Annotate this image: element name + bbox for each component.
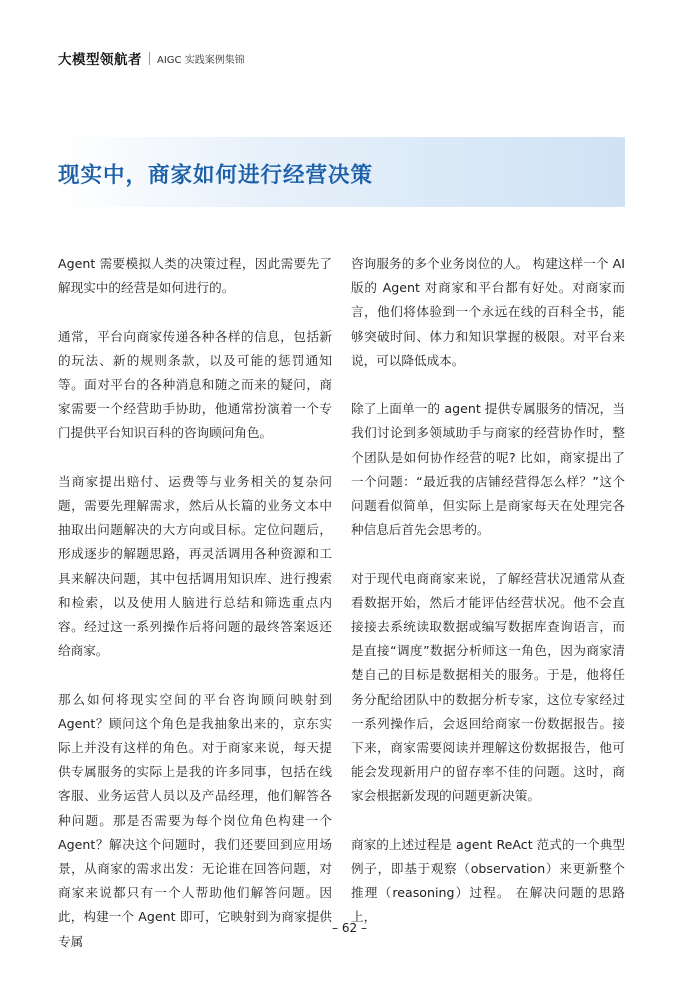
left-column — [58, 252, 332, 954]
paragraph: 当商家提出赔付、运费等与业务相关的复杂问题，需要先理解需求，然后从长篇的业务文本中抽取出问题解决的大方向或目标。定位问题后，形成逐步的解题思路，再灵活调用各种资源和工具来解决问题，其中包括调用知识库、进行搜索和检索，以及使用人脑进行总结和筛选重点内容。经过这一系列操作后将问题的最终答案返还给商家。 — [58, 473, 332, 659]
paragraph: 除了上面单一的 agent 提供专属服务的情况，当我们讨论到多领域助手与商家的经营协作时，整个团队是如何协作经营的呢? 比如，商家提出了一个问题：“最近我的店铺经营得怎么样？”这个问题看似简单，但实际上是商家每天在处理完各种信息后首先会思考的。 — [351, 401, 625, 538]
paragraph: 咨询服务的多个业务岗位的人。 构建这样一个 AI 版的 Agent 对商家和平台都有好处。对商家而言，他们将体验到一个永远在线的百科全书，能够突破时间、体力和知识掌握的极限。对平台来说，可以降低成本。 — [351, 256, 625, 368]
section-title-banner — [58, 137, 625, 207]
right-column — [351, 252, 625, 930]
paragraph: 对于现代电商商家来说，了解经营状况通常从查看数据开始，然后才能评估经营状况。他不会直接接去系统读取数据或编写数据库查询语言，而是直接“调度”数据分析师这一角色，因为商家清楚自己的目标是数据相关的服务。于是，他将任务分配给团队中的数据分析专家，这位专家经过一系列操作后，会返回给商家一份数据报告。接下来，商家需要阅读并理解这份数据报告，他可能会发现新用户的留存率不佳的问题。这时，商家会根据新发现的问题更新决策。 — [351, 570, 625, 804]
section-title: 现实中，商家如何进行经营决策 — [58, 163, 374, 188]
header-brand: 大模型领航者 — [58, 52, 142, 68]
paragraph: 通常，平台向商家传递各种各样的信息，包括新的玩法、新的规则条款，以及可能的惩罚通知等。面对平台的各种消息和随之而来的疑问，商家需要一个经营助手协助，他通常扮演着一个专门提供平台知识百科的咨询顾问角色。 — [58, 328, 332, 441]
header-divider — [149, 52, 150, 65]
running-header — [58, 44, 245, 72]
page-number: – 62 – — [332, 921, 367, 935]
paragraph: 商家的上述过程是 agent ReAct 范式的一个典型例子，即基于观察（observation）来更新整个推理（reasoning）过程。 在解决问题的思路上， — [351, 836, 625, 925]
header-subtitle: AIGC 实践案例集锦 — [157, 54, 245, 66]
paragraph: Agent 需要模拟人类的决策过程，因此需要先了解现实中的经营是如何进行的。 — [58, 256, 332, 296]
paragraph: 那么如何将现实空间的平台咨询顾问映射到 Agent？顾问这个角色是我抽象出来的，京东实际上并没有这样的角色。对于商家来说，每天提供专属服务的实际上是我的许多同事，包括在线客服、业务运营人员以及产品经理，他们解答各种问题。那是否需要为每个岗位角色构建一个 Agent？解决这个问题时，我们还要回到应用场景，从商家的需求出发：无论谁在回答问题，对商家来说都只有一个人帮助他们解答问题。因此，构建一个 Agent 即可，它映射到为商家提供专属 — [58, 691, 332, 949]
